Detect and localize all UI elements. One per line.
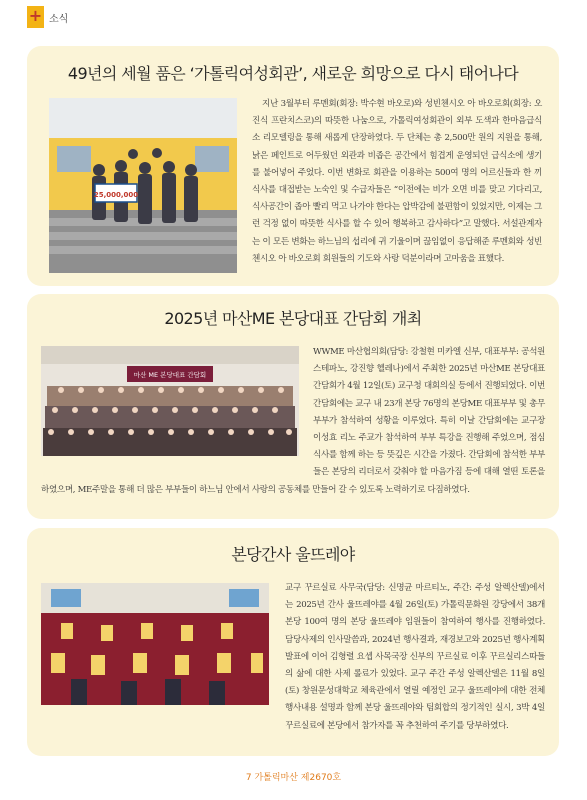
article-body-text: WWME 마산협의회(담당: 강철현 미카엘 신부, 대표부부: 공석원 스테파노, 강진향 헬레나)에서 주최한 2025년 마산ME 본당대표 간담회가 4월 12일(토) 교구청 대회의실 등에서 진행되었다. 이번 간담회에는 교구 내 23개 본당 76명의 본당ME 대표부부 및 총무부부가 참석하여 성황을 이루었다. 특히 이날 간담회에는 교구장 이성효 리노 주교가 참석하여 부부 특강을 진행해 주었으며, 점심식사를 함께 하는 등 뜻깊은 시간을 가졌다. 간담회에 참석한 부부들은 본당의 리더로서 갖춰야 할 마음가짐 등에 대해 열띤 토론을 하였으며, ME주말을 통해 더 많은 부부들이 하느님 안에서 사랑의 공동체를 만들어 갈 수 있도록 노력하기로 다짐하였다. (41, 347, 545, 495)
article-body-3 (41, 580, 545, 735)
group-photo-building-image (49, 98, 237, 273)
section-label: 소식 (49, 14, 69, 25)
article-title-2: 2025년 마산ME 본당대표 간담회 개최 (164, 309, 422, 328)
photo-wrap-spacer (41, 344, 313, 474)
section-header (0, 0, 587, 36)
article-card-2 (27, 294, 559, 519)
donation-sign-text: 25,000,000 (93, 191, 139, 199)
article-card-3 (27, 528, 559, 756)
article-card-1 (27, 46, 559, 286)
article-title-1: 49년의 세월 품은 ‘가톨릭여성회관’, 새로운 희망으로 다시 태어나다 (67, 64, 519, 83)
article-title-3: 본당간사 울뜨레야 (231, 545, 355, 564)
photo-wrap-spacer (41, 580, 285, 722)
article-photo-1 (49, 98, 237, 273)
event-banner-text: 마산 ME 본당대표 간담회 (133, 371, 207, 379)
page-footer: 7 가톨릭마산 제2670호 (245, 773, 342, 783)
article-body-1: 지난 3월부터 루멘회(회장: 박수현 바오로)와 성빈첸시오 아 바오로회(회장: 오진식 프란치스코)의 따뜻한 나눔으로, 가톨릭여성회관이 외부 도색과 한마음급식소 리모델링을 통해 새롭게 단장하였다. 두 단체는 총 2,500만 원의 지원을 통해, 낡은 페인트로 어두웠던 외관과 비좁은 공간에서 힘겹게 운영되던 급식소에 생기를 불어넣어 주었다. 이번 변화로 회관을 이용하는 500여 명의 어르신들과 한 끼 식사를 대접받는 노숙인 및 수급자들은 “이전에는 비가 오면 비를 맞고 기다리고, 식사공간이 좁아 빨리 먹고 나가야 한다는 압박감에 불편함이 있었지만, 이제는 그런 걱정 없이 따뜻한 식사를 할 수 있어 행복하고 감사하다”고 말했다. 서설관계자는 이 모든 변화는 하느님의 섭리에 귀 기울이며 끊임없이 응답해준 루멘회와 성빈첸시오 아 바오로회 회원들의 기도와 사랑 덕분이라며 고마움을 표했다. (252, 99, 542, 264)
article-body-2 (41, 344, 545, 499)
article-body-text: 교구 꾸르실료 사무국(담당: 신명균 마르티노, 주간: 주성 알렉산델)에서는 2025년 간사 울뜨레야를 4월 26일(토) 가톨릭문화원 강당에서 38개 본당 100여 명의 본당 울뜨레야 임원들이 참여하여 행사를 진행하였다. 담당사제의 인사말씀과, 2024년 행사결과, 재경보고와 2025년 행사계획 발표에 이어 김형렬 요셉 사목국장 신부의 꾸르실료 이후 꾸르실리스따들의 삶에 대한 사제 롤료가 있었다. 교구 주간 주성 알렉산델은 11월 8일(토) 창원문성대학교 체육관에서 열릴 예정인 교구 울뜨레야에 대한 전체 행사내용 설명과 함께 본당 울뜨레야와 팀회합의 정기적인 실시, 3박 4일 꾸르실료에 본당에서 참가자를 꼭 추천하여 주기를 당부하였다. (285, 583, 545, 731)
plus-icon: + (27, 6, 44, 28)
